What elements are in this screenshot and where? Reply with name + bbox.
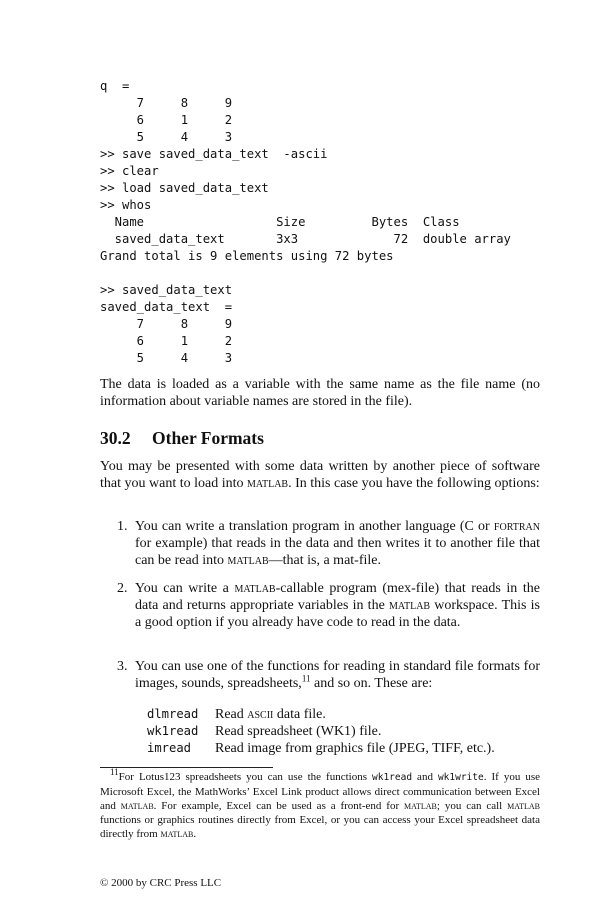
- code-line: 6 1 2: [100, 334, 233, 348]
- item-smallcaps: matlab: [234, 581, 276, 596]
- item-text: You can use one of the functions for reading in standard file formats for images, sounds, spreadsheets,: [135, 659, 540, 691]
- code-line: Grand total is 9 elements using 72 bytes: [100, 249, 394, 263]
- item-text: You can write a: [135, 581, 235, 596]
- code-line: >> whos: [100, 198, 152, 212]
- footnote-marker: 11: [301, 673, 311, 684]
- code-line: 5 4 3: [100, 351, 233, 365]
- section-number: 30.2: [100, 428, 131, 448]
- footnote-smallcaps: matlab: [404, 800, 437, 812]
- code-line: >> saved_data_text: [100, 283, 233, 297]
- code-line: >> load saved_data_text: [100, 181, 269, 195]
- footnote-smallcaps: matlab: [160, 828, 194, 840]
- footnote-smallcaps: matlab: [507, 800, 540, 812]
- footnote-rule: [100, 767, 273, 768]
- item-text: You can write a translation program in another language (C or: [135, 519, 494, 534]
- code-line: saved_data_text =: [100, 300, 233, 314]
- code-line: >> save saved_data_text -ascii: [100, 147, 328, 161]
- intro-text-a: You may be presented with some data written by another piece of software that you want to load into: [100, 459, 540, 491]
- footnote-text: . If you use Microsoft Excel, the MathWorks’ Excel Link product allows direct communication between Excel and: [100, 771, 540, 812]
- footnote-text: .: [193, 828, 197, 840]
- list-item-text: [135, 580, 540, 631]
- section-title: Other Formats: [152, 428, 264, 448]
- list-item-2: [117, 580, 540, 631]
- item-text: and so on. These are:: [310, 676, 433, 691]
- footnote-number: 11: [110, 767, 119, 778]
- intro-text-b: . In this case you have the following options:: [288, 476, 540, 491]
- code-line: >> clear: [100, 164, 159, 178]
- copyright: © 2000 by CRC Press LLC: [100, 877, 222, 889]
- list-item-text: [135, 658, 540, 692]
- footnote-text: ; you can call: [436, 800, 508, 812]
- code-line: Name Size Bytes Class: [100, 215, 460, 229]
- function-table: [147, 706, 495, 757]
- function-row: [147, 740, 495, 757]
- function-desc: Read: [215, 707, 248, 722]
- code-line: 5 4 3: [100, 130, 233, 144]
- item-smallcaps: fortran: [493, 519, 540, 534]
- item-smallcaps: matlab: [227, 553, 269, 568]
- footnote: [100, 767, 540, 841]
- paragraph-loaded: The data is loaded as a variable with the same name as the file name (no information about variable names are stored in the file).: [100, 377, 540, 409]
- item-smallcaps: matlab: [388, 598, 431, 613]
- item-text: for example) that reads in the data and then writes it to another file that can be read into: [135, 536, 540, 568]
- code-line: 7 8 9: [100, 317, 233, 331]
- code-line: 7 8 9: [100, 96, 233, 110]
- list-item-3: [117, 658, 540, 692]
- function-name: imread: [147, 741, 192, 755]
- footnote-text: For Lotus123 spreadsheets you can use the functions: [118, 771, 372, 783]
- footnote-text: functions or graphics routines directly from Excel, or you can access your Excel spreadsheet data directly from: [100, 814, 540, 840]
- function-desc: Read spreadsheet (WK1) file.: [215, 724, 382, 739]
- list-item-label: 1.: [117, 519, 128, 534]
- list-item-label: 3.: [117, 659, 128, 674]
- footnote-smallcaps: matlab: [120, 800, 154, 812]
- intro-matlab: matlab: [246, 476, 289, 491]
- code-line: 6 1 2: [100, 113, 233, 127]
- function-row: [147, 706, 495, 723]
- paragraph-intro: [100, 458, 540, 492]
- item-text: —that is, a mat-file.: [268, 553, 381, 568]
- list-item-1: [117, 518, 540, 569]
- code-line: q =: [100, 79, 130, 93]
- footnote-code: wk1read: [372, 772, 413, 783]
- function-name: wk1read: [147, 724, 199, 738]
- function-desc: data file.: [273, 707, 326, 722]
- function-name: dlmread: [147, 707, 199, 721]
- section-heading: [100, 428, 264, 449]
- function-row: [147, 723, 495, 740]
- code-listing: [100, 78, 511, 367]
- function-desc-sc: ascii: [247, 707, 274, 722]
- footnote-code: wk1write: [437, 772, 484, 783]
- footnote-text: . For example, Excel can be used as a front-end for: [153, 800, 404, 812]
- footnote-text: and: [412, 771, 438, 783]
- code-line: saved_data_text 3x3 72 double array: [100, 232, 511, 246]
- item-text: -callable program (mex-file) that reads in the data and returns appropriate variables in the: [135, 581, 540, 613]
- function-desc: Read image from graphics file (JPEG, TIFF, etc.).: [215, 741, 495, 756]
- list-item-label: 2.: [117, 581, 128, 596]
- item-text: workspace. This is a good option if you already have code to read in the data.: [135, 598, 540, 630]
- list-item-text: [135, 518, 540, 569]
